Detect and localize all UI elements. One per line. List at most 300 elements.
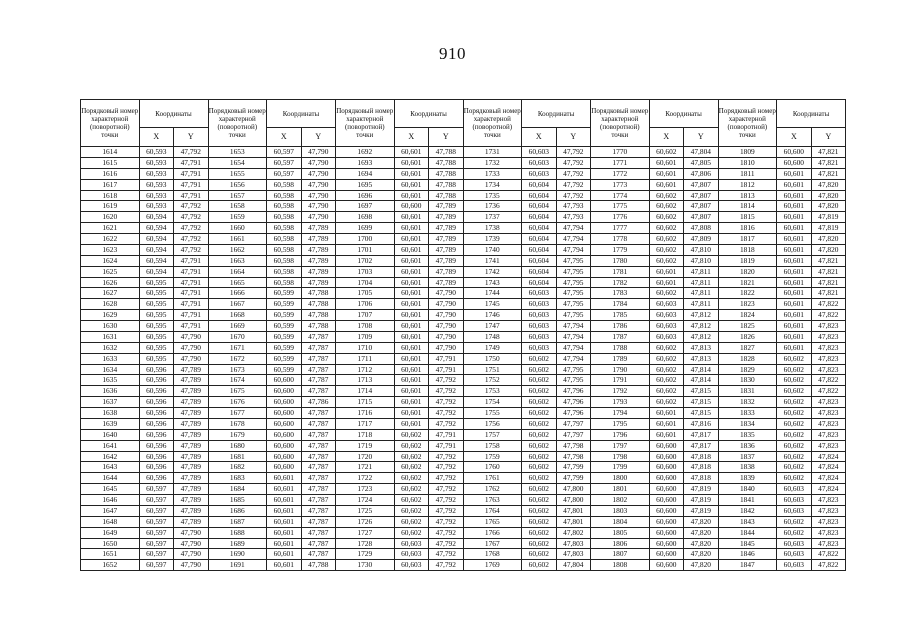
- x-value-cell: 60,602: [522, 527, 557, 538]
- table-row: [81, 451, 846, 462]
- table-row: [81, 408, 846, 419]
- x-value-cell: 60,601: [394, 386, 429, 397]
- x-value-cell: 60,600: [394, 201, 429, 212]
- x-value-cell: 60,602: [394, 495, 429, 506]
- point-number-cell: 1728: [336, 538, 395, 549]
- y-value-cell: 47,792: [429, 560, 464, 571]
- y-value-cell: 47,823: [811, 495, 846, 506]
- x-value-cell: 60,593: [139, 168, 174, 179]
- point-number-cell: 1644: [81, 473, 140, 484]
- point-number-cell: 1696: [336, 190, 395, 201]
- point-number-cell: 1817: [718, 234, 777, 245]
- point-number-cell: 1641: [81, 440, 140, 451]
- point-number-cell: 1702: [336, 255, 395, 266]
- x-value-cell: 60,595: [139, 342, 174, 353]
- y-value-cell: 47,814: [684, 375, 719, 386]
- header-point-number: Порядковый номер характерной (поворотной) точки: [718, 100, 777, 147]
- point-number-cell: 1844: [718, 527, 777, 538]
- x-value-cell: 60,600: [267, 375, 302, 386]
- x-value-cell: 60,601: [394, 342, 429, 353]
- point-number-cell: 1663: [208, 255, 267, 266]
- point-number-cell: 1826: [718, 331, 777, 342]
- y-value-cell: 47,797: [556, 429, 591, 440]
- point-number-cell: 1833: [718, 408, 777, 419]
- point-number-cell: 1768: [463, 549, 522, 560]
- point-number-cell: 1699: [336, 223, 395, 234]
- y-value-cell: 47,791: [174, 288, 209, 299]
- y-value-cell: 47,795: [556, 364, 591, 375]
- x-value-cell: 60,603: [522, 342, 557, 353]
- y-value-cell: 47,789: [429, 255, 464, 266]
- y-value-cell: 47,795: [556, 299, 591, 310]
- point-number-cell: 1667: [208, 299, 267, 310]
- point-number-cell: 1616: [81, 168, 140, 179]
- x-value-cell: 60,602: [522, 516, 557, 527]
- point-number-cell: 1761: [463, 473, 522, 484]
- y-value-cell: 47,787: [301, 495, 336, 506]
- x-value-cell: 60,603: [777, 505, 812, 516]
- x-value-cell: 60,602: [649, 386, 684, 397]
- x-value-cell: 60,601: [394, 321, 429, 332]
- point-number-cell: 1636: [81, 386, 140, 397]
- x-value-cell: 60,603: [522, 157, 557, 168]
- x-value-cell: 60,602: [777, 473, 812, 484]
- y-value-cell: 47,811: [684, 266, 719, 277]
- point-number-cell: 1674: [208, 375, 267, 386]
- x-value-cell: 60,600: [649, 484, 684, 495]
- point-number-cell: 1713: [336, 375, 395, 386]
- y-value-cell: 47,800: [556, 495, 591, 506]
- point-number-cell: 1777: [591, 223, 650, 234]
- x-value-cell: 60,601: [394, 310, 429, 321]
- y-value-cell: 47,793: [556, 201, 591, 212]
- table-row: [81, 538, 846, 549]
- x-value-cell: 60,598: [267, 201, 302, 212]
- point-number-cell: 1665: [208, 277, 267, 288]
- point-number-cell: 1730: [336, 560, 395, 571]
- point-number-cell: 1679: [208, 429, 267, 440]
- y-value-cell: 47,821: [811, 147, 846, 158]
- table-row: [81, 473, 846, 484]
- y-value-cell: 47,790: [174, 538, 209, 549]
- point-number-cell: 1723: [336, 484, 395, 495]
- table-row: [81, 179, 846, 190]
- point-number-cell: 1788: [591, 342, 650, 353]
- x-value-cell: 60,600: [649, 451, 684, 462]
- x-value-cell: 60,598: [267, 179, 302, 190]
- point-number-cell: 1745: [463, 299, 522, 310]
- y-value-cell: 47,804: [684, 147, 719, 158]
- point-number-cell: 1615: [81, 157, 140, 168]
- x-value-cell: 60,596: [139, 440, 174, 451]
- y-value-cell: 47,789: [174, 495, 209, 506]
- x-value-cell: 60,601: [394, 277, 429, 288]
- x-value-cell: 60,601: [267, 505, 302, 516]
- point-number-cell: 1830: [718, 375, 777, 386]
- table-body: [81, 147, 846, 571]
- point-number-cell: 1619: [81, 201, 140, 212]
- header-row: [81, 100, 846, 128]
- point-number-cell: 1727: [336, 527, 395, 538]
- y-value-cell: 47,789: [174, 505, 209, 516]
- point-number-cell: 1812: [718, 179, 777, 190]
- point-number-cell: 1776: [591, 212, 650, 223]
- y-value-cell: 47,787: [301, 516, 336, 527]
- table-row: [81, 277, 846, 288]
- y-value-cell: 47,792: [174, 223, 209, 234]
- point-number-cell: 1748: [463, 331, 522, 342]
- x-value-cell: 60,601: [394, 375, 429, 386]
- x-value-cell: 60,603: [522, 147, 557, 158]
- point-number-cell: 1840: [718, 484, 777, 495]
- point-number-cell: 1821: [718, 277, 777, 288]
- x-value-cell: 60,602: [522, 538, 557, 549]
- x-value-cell: 60,597: [139, 527, 174, 538]
- x-value-cell: 60,595: [139, 331, 174, 342]
- point-number-cell: 1753: [463, 386, 522, 397]
- x-value-cell: 60,602: [522, 397, 557, 408]
- y-value-cell: 47,790: [174, 342, 209, 353]
- point-number-cell: 1640: [81, 429, 140, 440]
- point-number-cell: 1624: [81, 255, 140, 266]
- x-value-cell: 60,602: [649, 288, 684, 299]
- point-number-cell: 1634: [81, 364, 140, 375]
- y-value-cell: 47,824: [811, 462, 846, 473]
- point-number-cell: 1625: [81, 266, 140, 277]
- y-value-cell: 47,789: [429, 234, 464, 245]
- header-y: Y: [556, 128, 591, 147]
- point-number-cell: 1822: [718, 288, 777, 299]
- header-x: X: [649, 128, 684, 147]
- point-number-cell: 1796: [591, 429, 650, 440]
- y-value-cell: 47,795: [556, 288, 591, 299]
- x-value-cell: 60,600: [649, 538, 684, 549]
- y-value-cell: 47,824: [811, 451, 846, 462]
- y-value-cell: 47,794: [556, 244, 591, 255]
- x-value-cell: 60,599: [267, 364, 302, 375]
- y-value-cell: 47,792: [429, 538, 464, 549]
- y-value-cell: 47,787: [301, 527, 336, 538]
- x-value-cell: 60,601: [394, 266, 429, 277]
- x-value-cell: 60,595: [139, 321, 174, 332]
- point-number-cell: 1614: [81, 147, 140, 158]
- y-value-cell: 47,789: [174, 364, 209, 375]
- y-value-cell: 47,789: [174, 451, 209, 462]
- x-value-cell: 60,603: [522, 299, 557, 310]
- point-number-cell: 1628: [81, 299, 140, 310]
- x-value-cell: 60,601: [777, 190, 812, 201]
- y-value-cell: 47,792: [429, 408, 464, 419]
- y-value-cell: 47,800: [556, 484, 591, 495]
- y-value-cell: 47,799: [556, 462, 591, 473]
- y-value-cell: 47,807: [684, 179, 719, 190]
- point-number-cell: 1827: [718, 342, 777, 353]
- table-row: [81, 331, 846, 342]
- y-value-cell: 47,791: [429, 429, 464, 440]
- point-number-cell: 1795: [591, 418, 650, 429]
- x-value-cell: 60,600: [267, 429, 302, 440]
- table-row: [81, 288, 846, 299]
- x-value-cell: 60,601: [394, 234, 429, 245]
- point-number-cell: 1756: [463, 418, 522, 429]
- x-value-cell: 60,601: [267, 516, 302, 527]
- y-value-cell: 47,791: [174, 277, 209, 288]
- point-number-cell: 1694: [336, 168, 395, 179]
- point-number-cell: 1693: [336, 157, 395, 168]
- y-value-cell: 47,818: [684, 473, 719, 484]
- table-row: [81, 462, 846, 473]
- y-value-cell: 47,816: [684, 418, 719, 429]
- x-value-cell: 60,593: [139, 157, 174, 168]
- x-value-cell: 60,596: [139, 408, 174, 419]
- point-number-cell: 1622: [81, 234, 140, 245]
- y-value-cell: 47,820: [811, 179, 846, 190]
- point-number-cell: 1677: [208, 408, 267, 419]
- y-value-cell: 47,790: [429, 342, 464, 353]
- x-value-cell: 60,602: [394, 516, 429, 527]
- x-value-cell: 60,601: [649, 277, 684, 288]
- y-value-cell: 47,810: [684, 255, 719, 266]
- point-number-cell: 1760: [463, 462, 522, 473]
- y-value-cell: 47,823: [811, 538, 846, 549]
- y-value-cell: 47,802: [556, 527, 591, 538]
- point-number-cell: 1673: [208, 364, 267, 375]
- y-value-cell: 47,788: [301, 288, 336, 299]
- y-value-cell: 47,794: [556, 223, 591, 234]
- y-value-cell: 47,820: [811, 201, 846, 212]
- point-number-cell: 1682: [208, 462, 267, 473]
- y-value-cell: 47,797: [556, 418, 591, 429]
- y-value-cell: 47,822: [811, 386, 846, 397]
- y-value-cell: 47,819: [811, 223, 846, 234]
- x-value-cell: 60,600: [649, 516, 684, 527]
- table-row: [81, 386, 846, 397]
- point-number-cell: 1804: [591, 516, 650, 527]
- table-row: [81, 549, 846, 560]
- x-value-cell: 60,597: [139, 516, 174, 527]
- x-value-cell: 60,602: [649, 212, 684, 223]
- y-value-cell: 47,822: [811, 549, 846, 560]
- x-value-cell: 60,602: [777, 397, 812, 408]
- x-value-cell: 60,600: [649, 549, 684, 560]
- x-value-cell: 60,602: [522, 440, 557, 451]
- x-value-cell: 60,603: [522, 331, 557, 342]
- y-value-cell: 47,820: [684, 516, 719, 527]
- point-number-cell: 1626: [81, 277, 140, 288]
- x-value-cell: 60,600: [649, 495, 684, 506]
- x-value-cell: 60,601: [777, 266, 812, 277]
- x-value-cell: 60,603: [522, 168, 557, 179]
- point-number-cell: 1650: [81, 538, 140, 549]
- y-value-cell: 47,792: [429, 418, 464, 429]
- point-number-cell: 1752: [463, 375, 522, 386]
- point-number-cell: 1818: [718, 244, 777, 255]
- y-value-cell: 47,790: [301, 168, 336, 179]
- point-number-cell: 1647: [81, 505, 140, 516]
- x-value-cell: 60,601: [394, 157, 429, 168]
- point-number-cell: 1801: [591, 484, 650, 495]
- y-value-cell: 47,794: [556, 353, 591, 364]
- y-value-cell: 47,806: [684, 168, 719, 179]
- y-value-cell: 47,815: [684, 397, 719, 408]
- x-value-cell: 60,601: [777, 168, 812, 179]
- point-number-cell: 1841: [718, 495, 777, 506]
- table-row: [81, 299, 846, 310]
- x-value-cell: 60,597: [267, 157, 302, 168]
- point-number-cell: 1618: [81, 190, 140, 201]
- point-number-cell: 1717: [336, 418, 395, 429]
- x-value-cell: 60,601: [649, 266, 684, 277]
- y-value-cell: 47,789: [301, 255, 336, 266]
- point-number-cell: 1762: [463, 484, 522, 495]
- x-value-cell: 60,594: [139, 266, 174, 277]
- y-value-cell: 47,788: [429, 168, 464, 179]
- point-number-cell: 1757: [463, 429, 522, 440]
- x-value-cell: 60,601: [267, 549, 302, 560]
- x-value-cell: 60,604: [522, 179, 557, 190]
- x-value-cell: 60,598: [267, 212, 302, 223]
- y-value-cell: 47,787: [301, 408, 336, 419]
- x-value-cell: 60,602: [394, 473, 429, 484]
- y-value-cell: 47,790: [174, 331, 209, 342]
- x-value-cell: 60,601: [777, 223, 812, 234]
- point-number-cell: 1638: [81, 408, 140, 419]
- point-number-cell: 1732: [463, 157, 522, 168]
- table-row: [81, 495, 846, 506]
- point-number-cell: 1721: [336, 462, 395, 473]
- y-value-cell: 47,807: [684, 201, 719, 212]
- table-row: [81, 147, 846, 158]
- point-number-cell: 1695: [336, 179, 395, 190]
- x-value-cell: 60,594: [139, 223, 174, 234]
- x-value-cell: 60,602: [649, 364, 684, 375]
- x-value-cell: 60,603: [394, 538, 429, 549]
- x-value-cell: 60,601: [267, 538, 302, 549]
- point-number-cell: 1790: [591, 364, 650, 375]
- x-value-cell: 60,602: [522, 473, 557, 484]
- point-number-cell: 1704: [336, 277, 395, 288]
- y-value-cell: 47,818: [684, 451, 719, 462]
- x-value-cell: 60,593: [139, 190, 174, 201]
- x-value-cell: 60,602: [522, 364, 557, 375]
- y-value-cell: 47,789: [429, 223, 464, 234]
- point-number-cell: 1765: [463, 516, 522, 527]
- y-value-cell: 47,823: [811, 418, 846, 429]
- x-value-cell: 60,594: [139, 234, 174, 245]
- y-value-cell: 47,803: [556, 538, 591, 549]
- table-row: [81, 375, 846, 386]
- point-number-cell: 1666: [208, 288, 267, 299]
- x-value-cell: 60,601: [777, 255, 812, 266]
- x-value-cell: 60,599: [267, 331, 302, 342]
- point-number-cell: 1742: [463, 266, 522, 277]
- x-value-cell: 60,601: [649, 429, 684, 440]
- x-value-cell: 60,598: [267, 266, 302, 277]
- point-number-cell: 1835: [718, 429, 777, 440]
- point-number-cell: 1837: [718, 451, 777, 462]
- table-row: [81, 157, 846, 168]
- point-number-cell: 1816: [718, 223, 777, 234]
- x-value-cell: 60,593: [139, 147, 174, 158]
- x-value-cell: 60,601: [777, 299, 812, 310]
- point-number-cell: 1792: [591, 386, 650, 397]
- y-value-cell: 47,789: [174, 440, 209, 451]
- point-number-cell: 1646: [81, 495, 140, 506]
- x-value-cell: 60,601: [777, 234, 812, 245]
- y-value-cell: 47,787: [301, 418, 336, 429]
- header-y: Y: [429, 128, 464, 147]
- x-value-cell: 60,603: [649, 321, 684, 332]
- point-number-cell: 1692: [336, 147, 395, 158]
- point-number-cell: 1825: [718, 321, 777, 332]
- header-point-number: Порядковый номер характерной (поворотной) точки: [208, 100, 267, 147]
- point-number-cell: 1722: [336, 473, 395, 484]
- point-number-cell: 1747: [463, 321, 522, 332]
- header-coordinates: Координаты: [139, 100, 208, 128]
- x-value-cell: 60,595: [139, 288, 174, 299]
- y-value-cell: 47,789: [301, 244, 336, 255]
- point-number-cell: 1716: [336, 408, 395, 419]
- y-value-cell: 47,792: [429, 549, 464, 560]
- x-value-cell: 60,597: [139, 484, 174, 495]
- x-value-cell: 60,596: [139, 375, 174, 386]
- y-value-cell: 47,792: [429, 505, 464, 516]
- x-value-cell: 60,601: [777, 310, 812, 321]
- y-value-cell: 47,791: [174, 255, 209, 266]
- y-value-cell: 47,811: [684, 299, 719, 310]
- point-number-cell: 1706: [336, 299, 395, 310]
- x-value-cell: 60,600: [649, 527, 684, 538]
- table-row: [81, 212, 846, 223]
- x-value-cell: 60,603: [394, 560, 429, 571]
- x-value-cell: 60,595: [139, 310, 174, 321]
- point-number-cell: 1726: [336, 516, 395, 527]
- y-value-cell: 47,795: [556, 255, 591, 266]
- x-value-cell: 60,602: [522, 549, 557, 560]
- y-value-cell: 47,789: [429, 201, 464, 212]
- y-value-cell: 47,791: [174, 190, 209, 201]
- x-value-cell: 60,600: [649, 462, 684, 473]
- x-value-cell: 60,599: [267, 342, 302, 353]
- x-value-cell: 60,601: [394, 190, 429, 201]
- y-value-cell: 47,798: [556, 451, 591, 462]
- x-value-cell: 60,601: [394, 418, 429, 429]
- x-value-cell: 60,602: [522, 429, 557, 440]
- y-value-cell: 47,793: [556, 212, 591, 223]
- point-number-cell: 1843: [718, 516, 777, 527]
- y-value-cell: 47,790: [429, 299, 464, 310]
- point-number-cell: 1807: [591, 549, 650, 560]
- header-point-number: Порядковый номер характерной (поворотной) точки: [463, 100, 522, 147]
- y-value-cell: 47,787: [301, 451, 336, 462]
- header-x: X: [267, 128, 302, 147]
- point-number-cell: 1645: [81, 484, 140, 495]
- x-value-cell: 60,602: [522, 408, 557, 419]
- point-number-cell: 1676: [208, 397, 267, 408]
- y-value-cell: 47,817: [684, 440, 719, 451]
- point-number-cell: 1664: [208, 266, 267, 277]
- y-value-cell: 47,789: [429, 244, 464, 255]
- point-number-cell: 1691: [208, 560, 267, 571]
- x-value-cell: 60,597: [267, 147, 302, 158]
- y-value-cell: 47,790: [174, 549, 209, 560]
- x-value-cell: 60,597: [267, 168, 302, 179]
- header-point-number: Порядковый номер характерной (поворотной) точки: [591, 100, 650, 147]
- y-value-cell: 47,788: [429, 147, 464, 158]
- y-value-cell: 47,787: [301, 331, 336, 342]
- y-value-cell: 47,807: [684, 212, 719, 223]
- header-coordinates: Координаты: [394, 100, 463, 128]
